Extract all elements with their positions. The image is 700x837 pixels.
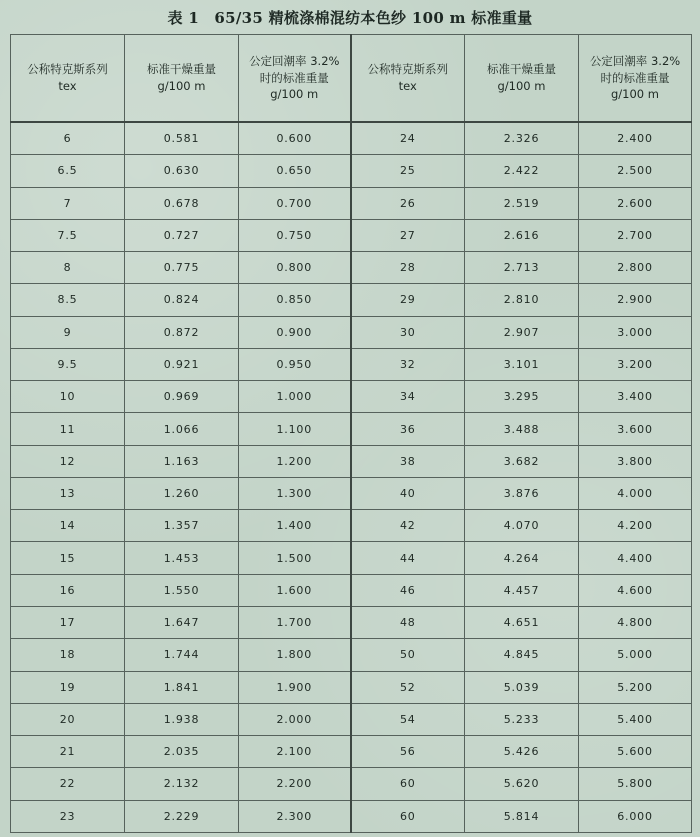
table-cell: 1.066 [125,413,239,445]
table-title: 表 1 65/35 精梳涤棉混纺本色纱 100 m 标准重量 [167,9,533,27]
header-label-line: g/100 m [497,79,546,93]
table-cell: 4.200 [579,510,692,542]
table-cell: 46 [351,574,465,606]
table-cell: 0.581 [125,122,239,155]
table-cell: 7 [11,187,125,219]
table-cell: 4.600 [579,574,692,606]
table-cell: 2.326 [465,122,579,155]
table-cell: 3.295 [465,381,579,413]
table-cell: 6 [11,122,125,155]
table-cell: 22 [11,768,125,800]
table-cell: 3.000 [579,316,692,348]
table-cell: 4.070 [465,510,579,542]
table-cell: 42 [351,510,465,542]
table-cell: 1.647 [125,606,239,638]
table-row [11,606,692,638]
table-cell: 26 [351,187,465,219]
table-cell: 1.938 [125,703,239,735]
table-row [11,381,692,413]
table-cell: 1.500 [239,542,351,574]
table-body [11,122,692,833]
table-cell: 2.900 [579,284,692,316]
table-cell: 38 [351,445,465,477]
header-row [11,35,692,123]
table-cell: 5.400 [579,703,692,735]
table-cell: 2.100 [239,736,351,768]
table-cell: 5.039 [465,671,579,703]
table-cell: 2.713 [465,252,579,284]
header-tex-right [351,35,465,123]
table-cell: 52 [351,671,465,703]
header-label-line: g/100 m [157,79,206,93]
table-cell: 0.727 [125,219,239,251]
header-label-line: g/100 m [611,87,659,102]
table-row [11,736,692,768]
table-cell: 2.500 [579,155,692,187]
header-label-line: g/100 m [270,87,319,102]
table-row [11,477,692,509]
table-cell: 0.630 [125,155,239,187]
header-label-line: 公定回潮率 3.2% [249,53,340,68]
table-cell: 5.233 [465,703,579,735]
table-row [11,671,692,703]
table-cell: 4.000 [579,477,692,509]
table-cell: 0.678 [125,187,239,219]
table-cell: 0.921 [125,348,239,380]
table-cell: 1.000 [239,381,351,413]
header-label-line: tex [58,79,77,93]
table-cell: 60 [351,800,465,832]
table-cell: 30 [351,316,465,348]
table-cell: 3.101 [465,348,579,380]
header-label-line: tex [398,79,417,93]
header-label-line: 标准干燥重量 [147,62,216,77]
table-cell: 2.229 [125,800,239,832]
table-cell: 2.519 [465,187,579,219]
yarn-weight-table [10,34,692,833]
table-cell: 60 [351,768,465,800]
header-dry-weight-right [465,35,579,123]
table-cell: 34 [351,381,465,413]
table-cell: 1.453 [125,542,239,574]
table-cell: 1.400 [239,510,351,542]
table-cell: 3.200 [579,348,692,380]
table-cell: 3.682 [465,445,579,477]
table-cell: 0.969 [125,381,239,413]
table-row [11,542,692,574]
table-cell: 2.700 [579,219,692,251]
table-cell: 8.5 [11,284,125,316]
table-cell: 5.200 [579,671,692,703]
table-cell: 2.616 [465,219,579,251]
table-cell: 6.5 [11,155,125,187]
table-cell: 17 [11,606,125,638]
table-cell: 5.426 [465,736,579,768]
table-cell: 3.800 [579,445,692,477]
table-cell: 4.800 [579,606,692,638]
table-row [11,445,692,477]
table-cell: 0.950 [239,348,351,380]
table-cell: 29 [351,284,465,316]
table-cell: 28 [351,252,465,284]
header-dry-weight-left [125,35,239,123]
table-cell: 1.260 [125,477,239,509]
table-cell: 1.357 [125,510,239,542]
table-cell: 56 [351,736,465,768]
table-cell: 11 [11,413,125,445]
header-label-line: 标准干燥重量 [487,62,556,77]
table-cell: 9.5 [11,348,125,380]
table-cell: 5.620 [465,768,579,800]
table-cell: 5.814 [465,800,579,832]
table-cell: 1.300 [239,477,351,509]
table-cell: 21 [11,736,125,768]
table-cell: 1.700 [239,606,351,638]
header-label-line: 公称特克斯系列 [367,62,448,77]
table-row [11,316,692,348]
table-row [11,510,692,542]
table-row [11,413,692,445]
table-row [11,284,692,316]
table-cell: 2.200 [239,768,351,800]
table-cell: 0.872 [125,316,239,348]
table-cell: 2.035 [125,736,239,768]
table-row [11,639,692,671]
table-cell: 1.163 [125,445,239,477]
table-cell: 1.900 [239,671,351,703]
table-cell: 5.800 [579,768,692,800]
table-cell: 18 [11,639,125,671]
table-cell: 1.744 [125,639,239,671]
table-cell: 3.400 [579,381,692,413]
table-cell: 2.000 [239,703,351,735]
table-cell: 6.000 [579,800,692,832]
table-cell: 4.845 [465,639,579,671]
table-cell: 24 [351,122,465,155]
table-cell: 2.300 [239,800,351,832]
table-cell: 25 [351,155,465,187]
table-cell: 5.000 [579,639,692,671]
table-cell: 9 [11,316,125,348]
table-cell: 2.907 [465,316,579,348]
table-cell: 10 [11,381,125,413]
table-cell: 0.800 [239,252,351,284]
table-row [11,800,692,832]
table-cell: 48 [351,606,465,638]
table-cell: 27 [351,219,465,251]
table-cell: 2.810 [465,284,579,316]
table-cell: 0.650 [239,155,351,187]
table-row [11,574,692,606]
table-row [11,122,692,155]
yarn-weight-table-wrapper [10,34,691,833]
table-cell: 32 [351,348,465,380]
table-cell: 0.850 [239,284,351,316]
table-cell: 0.700 [239,187,351,219]
header-label-line: 时的标准重量 [259,70,329,85]
table-cell: 0.900 [239,316,351,348]
table-cell: 20 [11,703,125,735]
header-label-line: 公称特克斯系列 [27,62,108,77]
table-cell: 3.876 [465,477,579,509]
table-cell: 0.824 [125,284,239,316]
table-cell: 4.400 [579,542,692,574]
header-standard-weight-right [579,35,692,123]
table-cell: 54 [351,703,465,735]
table-cell: 3.600 [579,413,692,445]
table-cell: 2.400 [579,122,692,155]
header-label-line: 公定回潮率 3.2% [589,53,681,68]
table-cell: 0.750 [239,219,351,251]
table-cell: 1.200 [239,445,351,477]
table-cell: 15 [11,542,125,574]
table-cell: 23 [11,800,125,832]
table-cell: 4.457 [465,574,579,606]
table-cell: 40 [351,477,465,509]
table-cell: 13 [11,477,125,509]
table-row [11,348,692,380]
table-cell: 3.488 [465,413,579,445]
table-cell: 19 [11,671,125,703]
table-cell: 14 [11,510,125,542]
table-cell: 1.800 [239,639,351,671]
table-row [11,219,692,251]
table-cell: 2.132 [125,768,239,800]
table-cell: 1.100 [239,413,351,445]
table-cell: 2.800 [579,252,692,284]
table-row [11,703,692,735]
table-row [11,187,692,219]
table-cell: 1.550 [125,574,239,606]
table-cell: 2.422 [465,155,579,187]
header-label-line: 时的标准重量 [600,70,670,85]
table-cell: 0.775 [125,252,239,284]
table-cell: 1.600 [239,574,351,606]
table-cell: 4.651 [465,606,579,638]
header-standard-weight-left [239,35,351,123]
table-cell: 2.600 [579,187,692,219]
table-cell: 12 [11,445,125,477]
table-cell: 1.841 [125,671,239,703]
table-cell: 44 [351,542,465,574]
table-cell: 7.5 [11,219,125,251]
table-cell: 5.600 [579,736,692,768]
table-cell: 4.264 [465,542,579,574]
table-cell: 36 [351,413,465,445]
table-cell: 0.600 [239,122,351,155]
table-row [11,252,692,284]
table-cell: 50 [351,639,465,671]
table-row [11,155,692,187]
table-cell: 16 [11,574,125,606]
table-cell: 8 [11,252,125,284]
header-tex-left [11,35,125,123]
table-row [11,768,692,800]
